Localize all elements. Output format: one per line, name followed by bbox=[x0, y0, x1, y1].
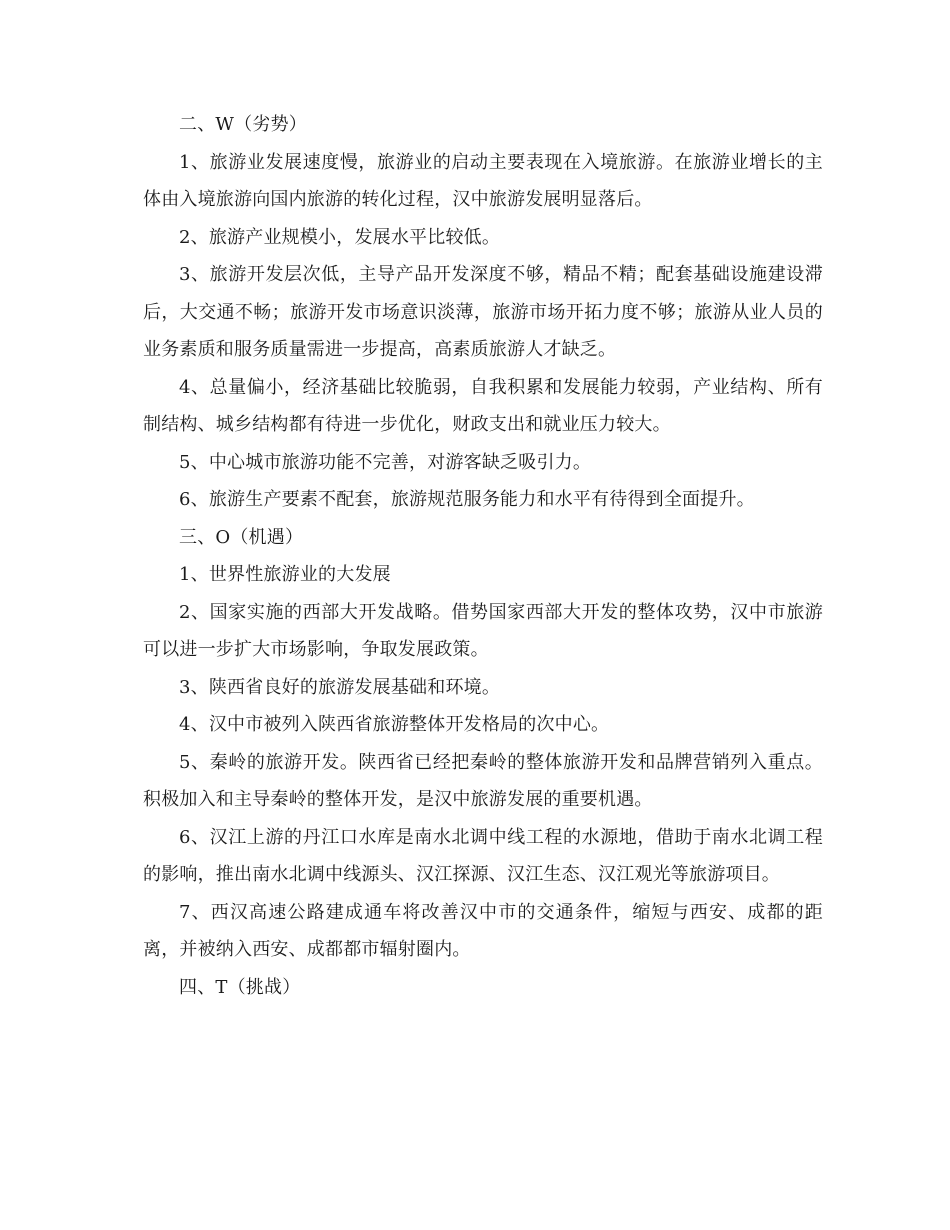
paragraph: 4、总量偏小，经济基础比较脆弱，自我积累和发展能力较弱，产业结构、所有制结构、城乡结构都有待进一步优化，财政支出和就业压力较大。 bbox=[143, 376, 823, 435]
paragraph: 2、国家实施的西部大开发战略。借势国家西部大开发的整体攻势，汉中市旅游可以进一步扩大市场影响，争取发展政策。 bbox=[143, 601, 823, 660]
paragraph: 3、陕西省良好的旅游发展基础和环境。 bbox=[179, 676, 501, 698]
section-heading-weaknesses: 二、W（劣势） bbox=[179, 114, 307, 135]
paragraph: 3、旅游开发层次低，主导产品开发深度不够，精品不精；配套基础设施建设滞后，大交通不畅；旅游开发市场意识淡薄，旅游市场开拓力度不够；旅游从业人员的业务素质和服务质量需进一步提高，高素质旅游人才缺乏。 bbox=[143, 264, 823, 360]
paragraph: 5、秦岭的旅游开发。陕西省已经把秦岭的整体旅游开发和品牌营销列入重点。积极加入和主导秦岭的整体开发，是汉中旅游发展的重要机遇。 bbox=[143, 751, 823, 810]
paragraph: 1、旅游业发展速度慢，旅游业的启动主要表现在入境旅游。在旅游业增长的主体由入境旅游向国内旅游的转化过程，汉中旅游发展明显落后。 bbox=[143, 151, 823, 210]
paragraph: 6、汉江上游的丹江口水库是南水北调中线工程的水源地，借助于南水北调工程的影响，推出南水北调中线源头、汉江探源、汉江生态、汉江观光等旅游项目。 bbox=[143, 826, 823, 885]
paragraph: 1、世界性旅游业的大发展 bbox=[179, 564, 391, 585]
paragraph: 2、旅游产业规模小，发展水平比较低。 bbox=[179, 226, 501, 248]
section-heading-threats: 四、T（挑战） bbox=[179, 976, 301, 998]
paragraph: 5、中心城市旅游功能不完善，对游客缺乏吸引力。 bbox=[179, 451, 592, 473]
paragraph: 4、汉中市被列入陕西省旅游整体开发格局的次中心。 bbox=[179, 714, 610, 735]
paragraph: 7、西汉高速公路建成通车将改善汉中市的交通条件，缩短与西安、成都的距离，并被纳入西安、成都都市辐射圈内。 bbox=[143, 901, 823, 960]
paragraph: 6、旅游生产要素不配套，旅游规范服务能力和水平有待得到全面提升。 bbox=[179, 489, 755, 510]
section-heading-opportunities: 三、O（机遇） bbox=[179, 526, 304, 548]
document-body bbox=[143, 106, 823, 1006]
